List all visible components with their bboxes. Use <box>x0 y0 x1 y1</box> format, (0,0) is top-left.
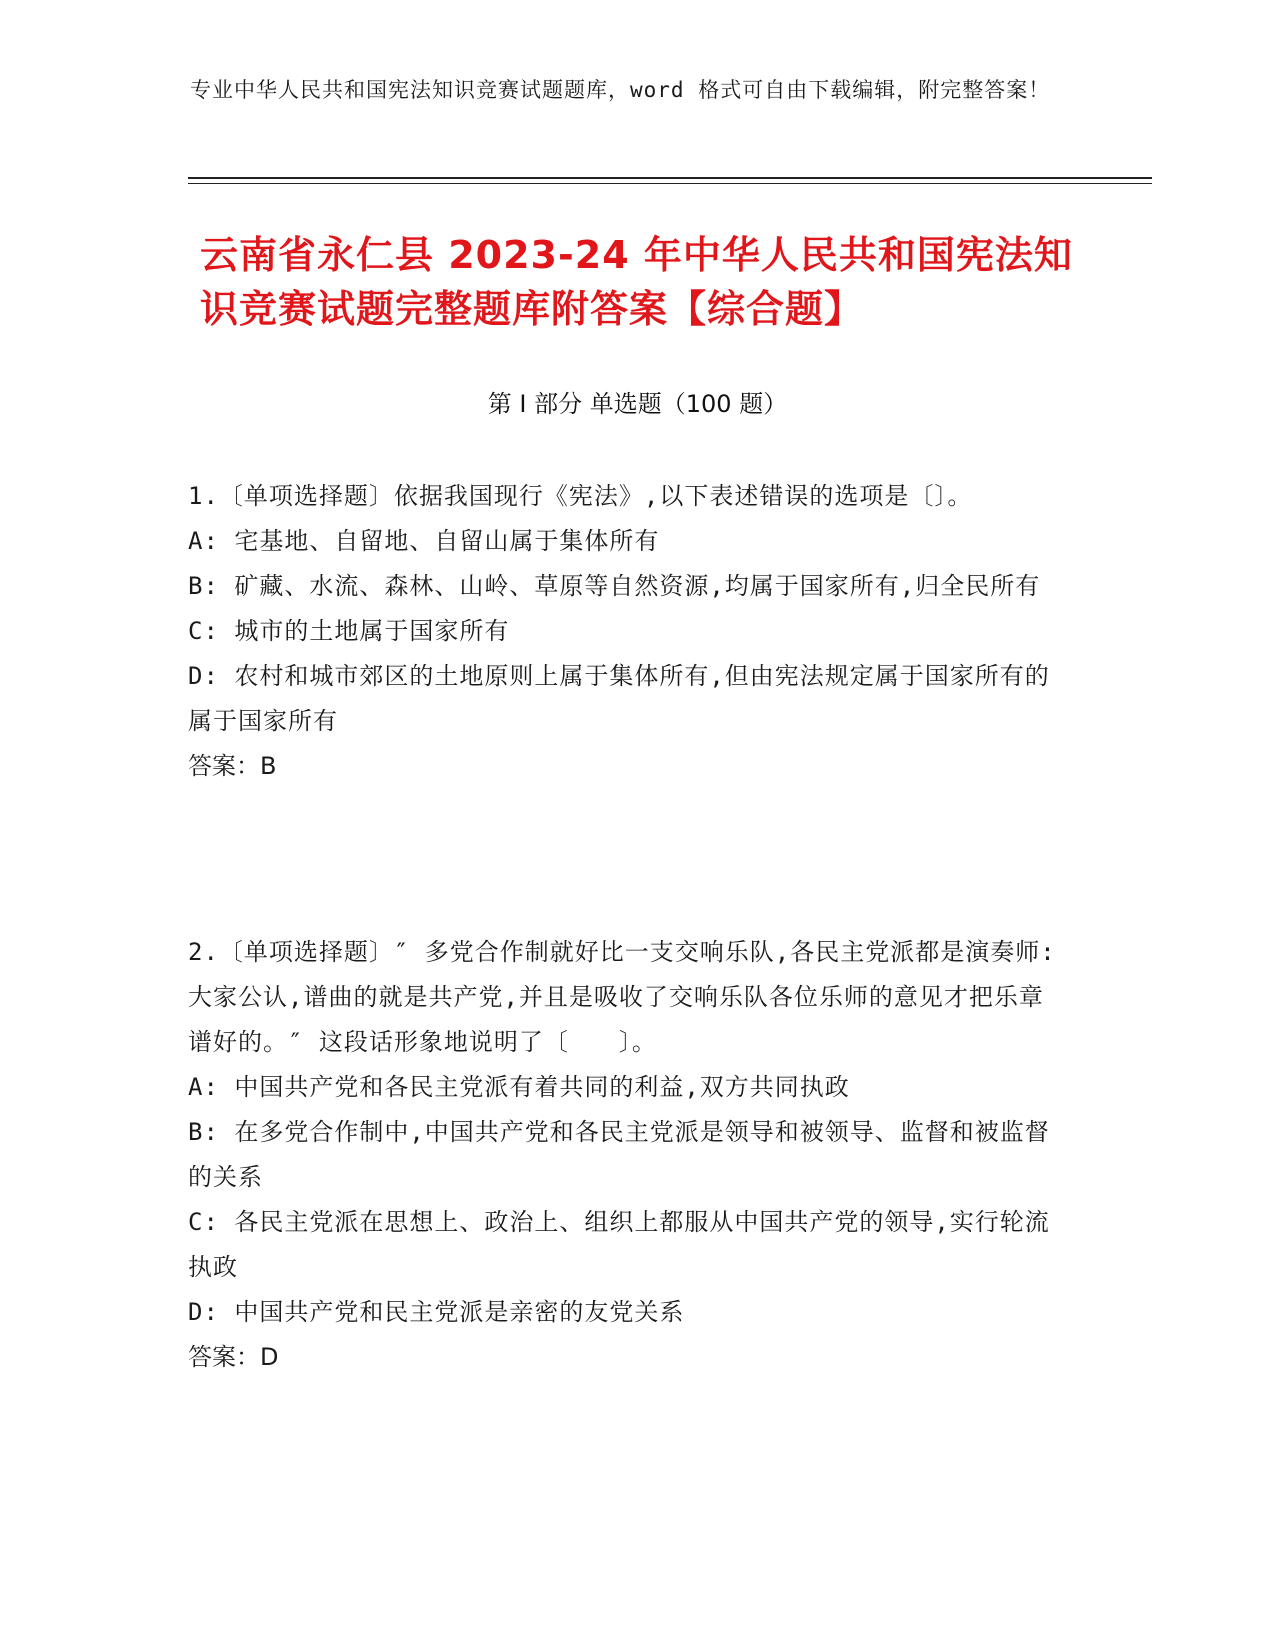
option-b: B: 矿藏、水流、森林、山岭、草原等自然资源,均属于国家所有,归全民所有 <box>188 572 1041 600</box>
option-c: C: 各民主党派在思想上、政治上、组织上都服从中国共产党的领导,实行轮流执政 <box>188 1208 1050 1281</box>
option-a: A: 中国共产党和各民主党派有着共同的利益,双方共同执政 <box>188 1073 850 1101</box>
question-stem: 2.〔单项选择题〕″ 多党合作制就好比一支交响乐队,各民主党派都是演奏师:大家公认,谱曲的就是共产党,并且是吸收了交响乐队各位乐师的意见才把乐章谱好的。″ 这段话形象地说明了〔 〕。 <box>188 938 1056 1056</box>
document-title: 云南省永仁县 2023-24 年中华人民共和国宪法知识竞赛试题完整题库附答案【综合题】 <box>200 233 1073 331</box>
header-divider-thick <box>188 177 1152 179</box>
answer-line: 答案：D <box>188 1343 279 1371</box>
option-b: B: 在多党合作制中,中国共产党和各民主党派是领导和被领导、监督和被监督的关系 <box>188 1118 1050 1191</box>
option-d: D: 农村和城市郊区的土地原则上属于集体所有,但由宪法规定属于国家所有的属于国家所有 <box>188 662 1050 735</box>
answer-line: 答案：B <box>188 752 277 780</box>
question-stem: 1.〔单项选择题〕依据我国现行《宪法》,以下表述错误的选项是〔〕。 <box>188 482 973 510</box>
option-d: D: 中国共产党和民主党派是亲密的友党关系 <box>188 1298 685 1326</box>
question-2 <box>188 930 1068 1380</box>
section-title: 第 I 部分 单选题（100 题） <box>487 390 788 418</box>
option-a: A: 宅基地、自留地、自留山属于集体所有 <box>188 527 660 555</box>
question-1 <box>188 474 1068 789</box>
header-note: 专业中华人民共和国宪法知识竞赛试题题库，word 格式可自由下载编辑，附完整答案！ <box>190 78 1051 102</box>
option-c: C: 城市的土地属于国家所有 <box>188 617 510 645</box>
header-divider-thin <box>188 183 1152 184</box>
